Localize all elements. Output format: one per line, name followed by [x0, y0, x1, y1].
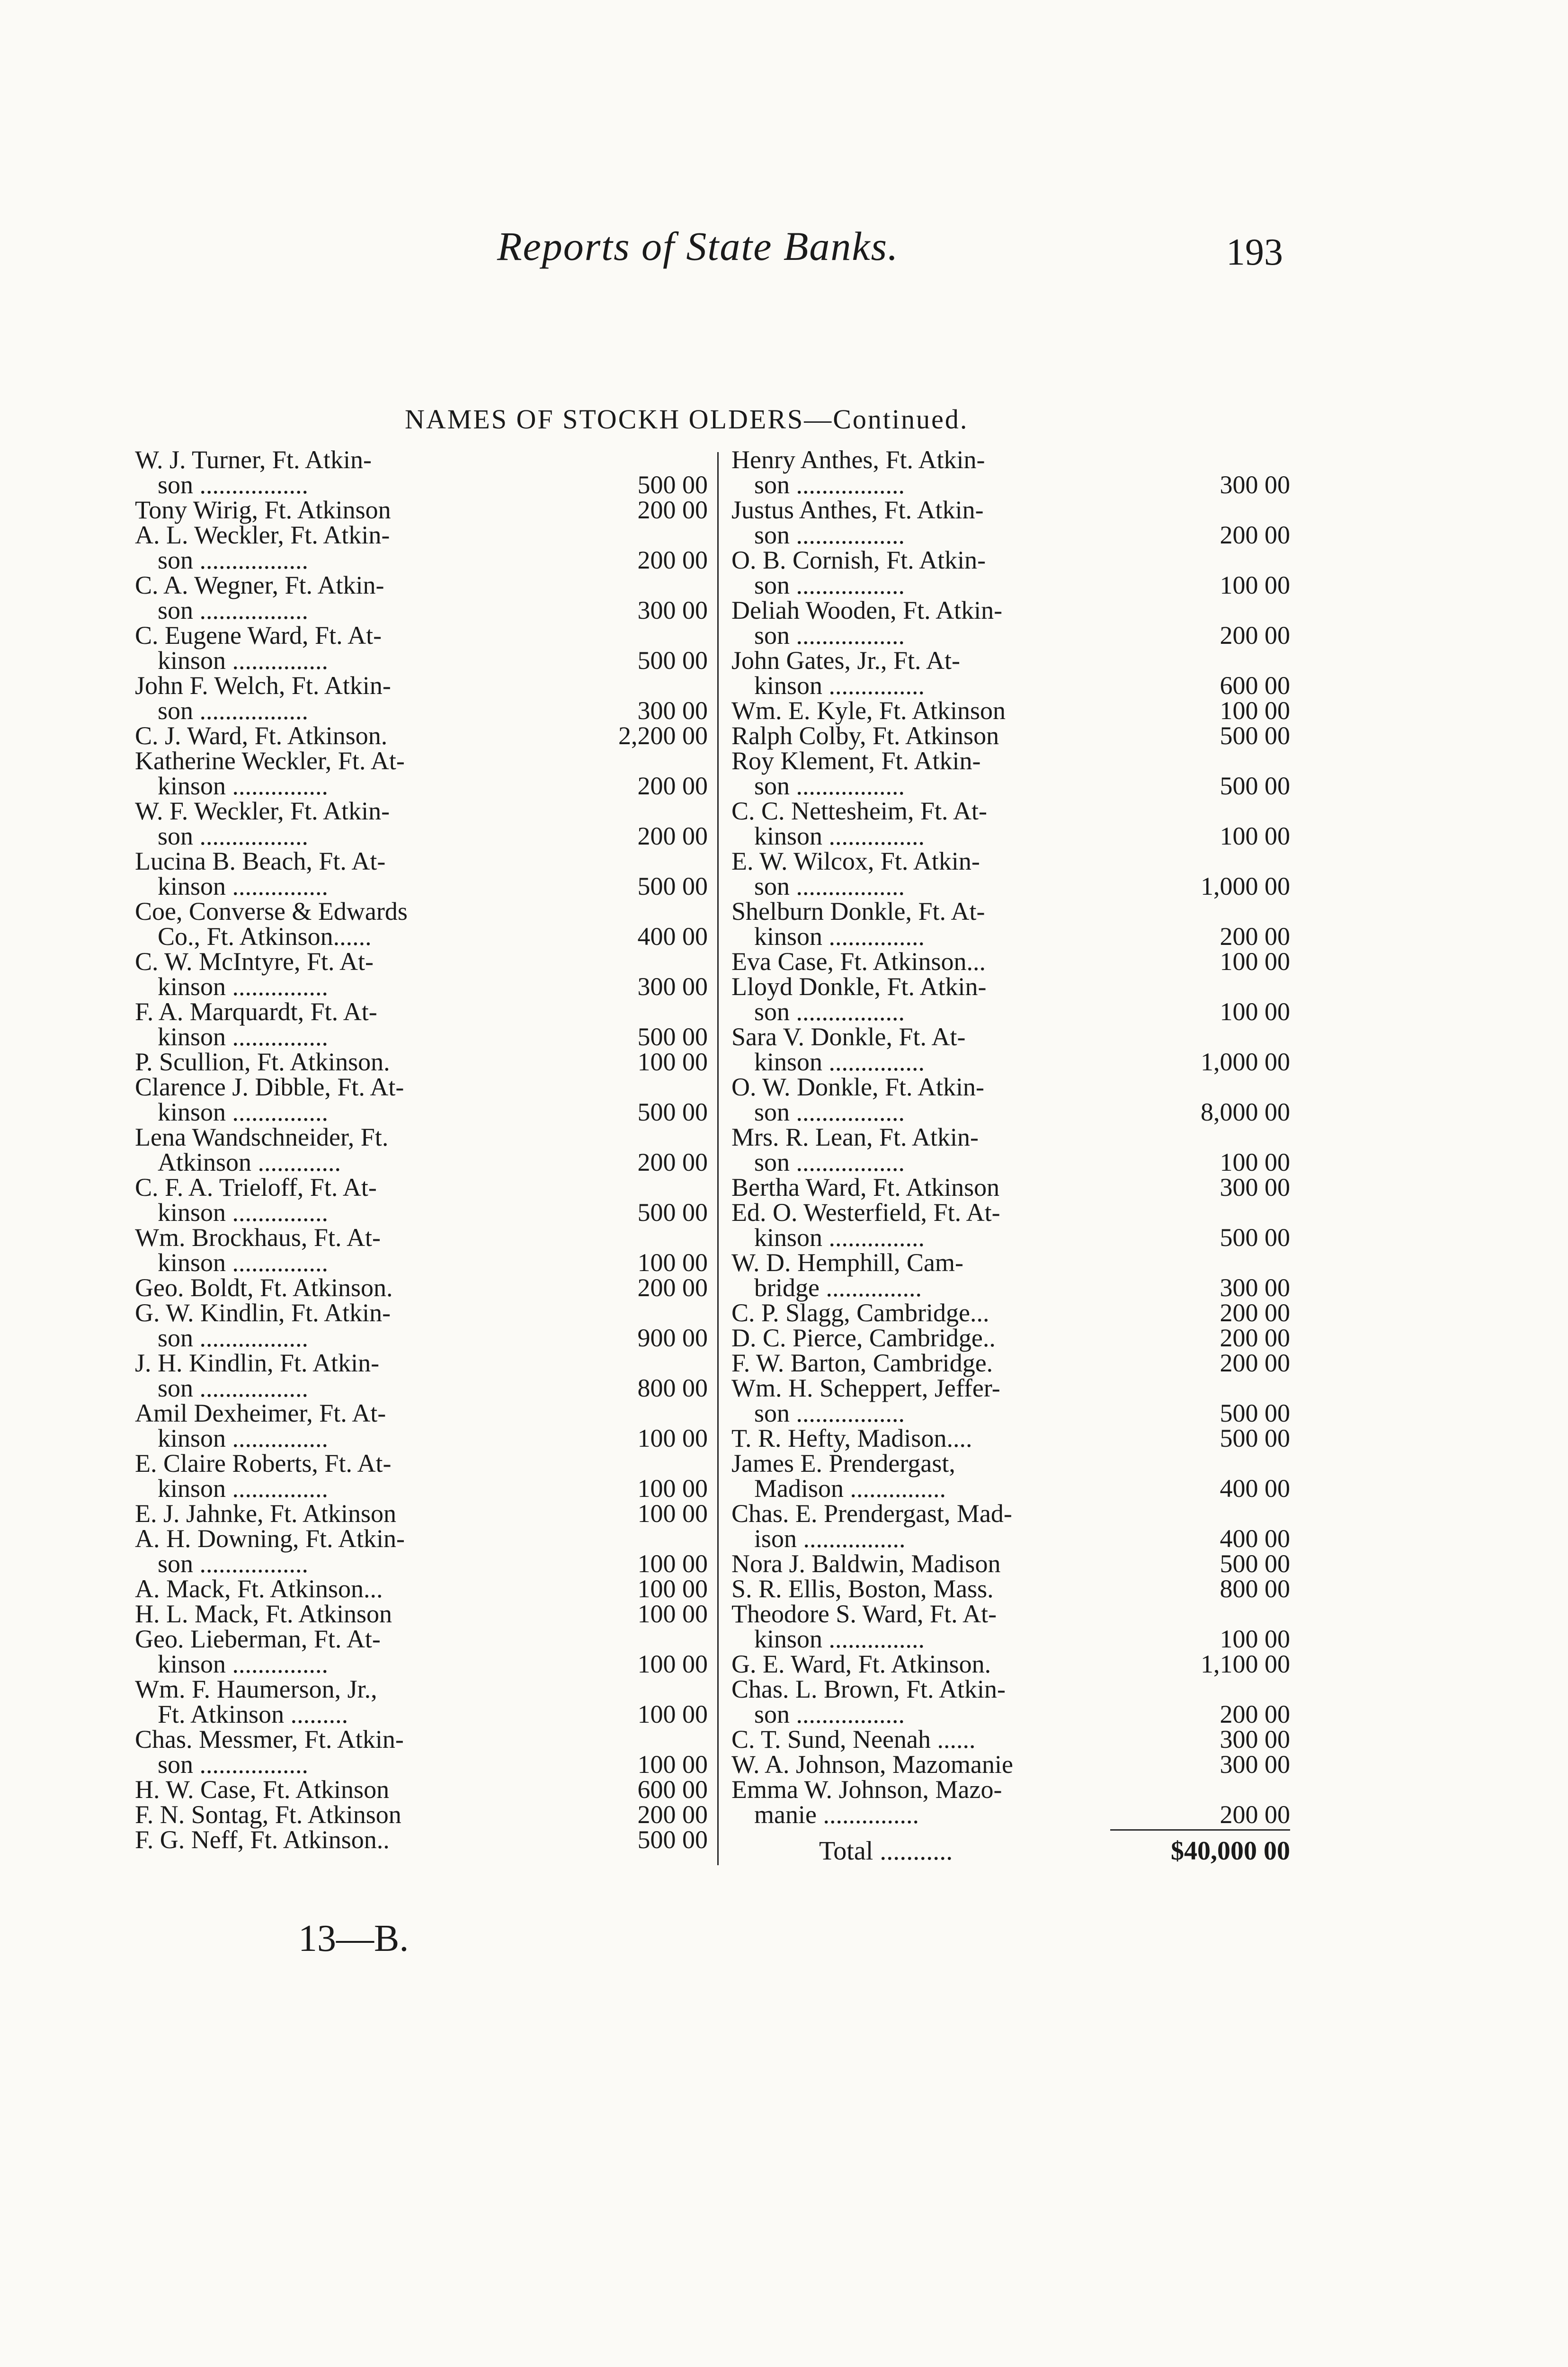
stockholder-name-continued: Ft. Atkinson .........	[158, 1700, 348, 1728]
stockholder-name: Geo. Lieberman, Ft. At-	[135, 1625, 381, 1653]
share-amount: 200 00	[1220, 1800, 1290, 1829]
stockholder-name: W. F. Weckler, Ft. Atkin-	[135, 797, 390, 825]
stockholder-entry	[135, 1225, 708, 1275]
stockholder-name: G. E. Ward, Ft. Atkinson.	[731, 1650, 991, 1678]
stockholder-name: Wm. F. Haumerson, Jr.,	[135, 1675, 377, 1703]
stockholder-name-continued: kinson ...............	[158, 972, 329, 1001]
page-number: 193	[1226, 231, 1283, 273]
stockholder-entry	[135, 1526, 708, 1576]
share-amount: 100 00	[637, 1248, 708, 1277]
stockholders-right-column	[731, 447, 1290, 1865]
stockholder-name: Shelburn Donkle, Ft. At-	[731, 897, 985, 925]
share-amount: 1,000 00	[1201, 872, 1290, 900]
share-amount: 200 00	[1220, 1349, 1290, 1377]
share-amount: 500 00	[637, 1023, 708, 1051]
stockholder-entry	[731, 1551, 1290, 1576]
stockholder-name-continued: kinson ...............	[158, 1023, 329, 1051]
share-amount: 8,000 00	[1201, 1098, 1290, 1126]
stockholder-entry	[731, 1075, 1290, 1125]
stockholder-name: O. W. Donkle, Ft. Atkin-	[731, 1073, 985, 1101]
stockholder-name: C. P. Slagg, Cambridge...	[731, 1299, 989, 1327]
stockholder-entry	[731, 1426, 1290, 1451]
stockholder-name-continued: son .................	[754, 621, 905, 650]
stockholder-name: James E. Prendergast,	[731, 1449, 955, 1477]
share-amount: 300 00	[1220, 471, 1290, 499]
share-amount: 500 00	[1220, 1399, 1290, 1427]
stockholder-name: E. Claire Roberts, Ft. At-	[135, 1449, 392, 1477]
stockholder-name: Wm. Brockhaus, Ft. At-	[135, 1223, 381, 1252]
stockholder-name-continued: Co., Ft. Atkinson......	[158, 922, 372, 951]
stockholder-name: E. W. Wilcox, Ft. Atkin-	[731, 847, 980, 875]
stockholder-entry	[135, 623, 708, 673]
stockholder-entry	[135, 1300, 708, 1351]
share-amount: 200 00	[1220, 621, 1290, 650]
stockholder-name-continued: kinson ...............	[754, 1048, 925, 1076]
stockholder-name-continued: kinson ...............	[754, 1625, 925, 1653]
share-amount: 300 00	[1220, 1750, 1290, 1779]
stockholder-name: Nora J. Baldwin, Madison	[731, 1549, 1001, 1578]
share-amount: 500 00	[1220, 721, 1290, 750]
stockholder-name: D. C. Pierce, Cambridge..	[731, 1324, 996, 1352]
stockholder-entry	[731, 498, 1290, 548]
share-amount: 200 00	[1220, 922, 1290, 951]
share-amount: 100 00	[1220, 997, 1290, 1026]
stockholder-name: H. L. Mack, Ft. Atkinson	[135, 1600, 392, 1628]
stockholder-entry	[135, 498, 708, 523]
stockholder-name: Lloyd Donkle, Ft. Atkin-	[731, 972, 987, 1001]
stockholder-name: Mrs. R. Lean, Ft. Atkin-	[731, 1123, 979, 1151]
stockholder-name: H. W. Case, Ft. Atkinson	[135, 1775, 390, 1804]
share-amount: 100 00	[637, 1474, 708, 1503]
stockholder-name-continued: son .................	[158, 1324, 309, 1352]
share-amount: 200 00	[637, 822, 708, 850]
running-title: Reports of State Banks.	[497, 223, 899, 269]
share-amount: 200 00	[637, 772, 708, 800]
share-amount: 1,100 00	[1201, 1650, 1290, 1678]
stockholder-entry	[731, 648, 1290, 698]
stockholder-name: Katherine Weckler, Ft. At-	[135, 747, 405, 775]
stockholder-entry	[731, 1024, 1290, 1075]
stockholder-name: C. C. Nettesheim, Ft. At-	[731, 797, 987, 825]
stockholder-name-continued: son .................	[754, 1148, 905, 1176]
stockholder-entry	[135, 1275, 708, 1300]
stockholder-entry	[135, 999, 708, 1050]
stockholder-entry	[135, 723, 708, 748]
share-amount: 200 00	[637, 496, 708, 524]
stockholder-entry	[135, 1576, 708, 1602]
stockholder-name-continued: son .................	[158, 546, 309, 574]
share-amount: 300 00	[1220, 1725, 1290, 1753]
stockholder-name: Coe, Converse & Edwards	[135, 897, 408, 925]
stockholder-name: John Gates, Jr., Ft. At-	[731, 646, 961, 675]
stockholder-name: Wm. E. Kyle, Ft. Atkinson	[731, 696, 1006, 725]
share-amount: 100 00	[637, 1600, 708, 1628]
stockholder-entry	[135, 748, 708, 799]
stockholder-name-continued: kinson ...............	[158, 1650, 329, 1678]
share-amount: 2,200 00	[618, 721, 708, 750]
stockholder-name: C. W. McIntyre, Ft. At-	[135, 947, 374, 976]
stockholder-entry	[731, 1200, 1290, 1250]
stockholder-name: G. W. Kindlin, Ft. Atkin-	[135, 1299, 391, 1327]
share-amount: 800 00	[1220, 1575, 1290, 1603]
stockholder-name-continued: son .................	[158, 471, 309, 499]
share-amount: 100 00	[1220, 1625, 1290, 1653]
share-amount: 300 00	[1220, 1273, 1290, 1302]
signature-mark: 13—B.	[298, 1918, 409, 1959]
share-amount: 100 00	[637, 1549, 708, 1578]
stockholder-name-continued: son .................	[158, 822, 309, 850]
stockholder-name: Clarence J. Dibble, Ft. At-	[135, 1073, 404, 1101]
stockholder-name-continued: son .................	[158, 596, 309, 624]
stockholder-entry	[731, 748, 1290, 799]
share-amount: 400 00	[1220, 1524, 1290, 1553]
stockholder-name: Chas. E. Prendergast, Mad-	[731, 1499, 1012, 1528]
stockholder-entry	[731, 1451, 1290, 1501]
stockholder-entry	[135, 799, 708, 849]
stockholder-entry	[731, 1602, 1290, 1652]
stockholder-entry	[731, 1326, 1290, 1351]
stockholder-name: W. D. Hemphill, Cam-	[731, 1248, 963, 1277]
share-amount: 500 00	[637, 872, 708, 900]
share-amount: 200 00	[637, 1800, 708, 1829]
stockholder-name: O. B. Cornish, Ft. Atkin-	[731, 546, 986, 574]
stockholder-name-continued: kinson ...............	[158, 1198, 329, 1227]
stockholder-entry	[731, 1677, 1290, 1727]
stockholder-entry	[731, 1351, 1290, 1376]
total-label: Total ...........	[819, 1836, 953, 1866]
share-amount: 200 00	[637, 546, 708, 574]
stockholder-name-continued: kinson ...............	[754, 671, 925, 700]
stockholder-name: C. A. Wegner, Ft. Atkin-	[135, 571, 384, 599]
stockholder-entry	[731, 1300, 1290, 1326]
stockholder-entry	[135, 1501, 708, 1526]
stockholder-name: Chas. Messmer, Ft. Atkin-	[135, 1725, 404, 1753]
stockholder-name: Lucina B. Beach, Ft. At-	[135, 847, 386, 875]
share-amount: 100 00	[1220, 822, 1290, 850]
stockholder-name-continued: son .................	[754, 997, 905, 1026]
share-amount: 200 00	[1220, 521, 1290, 549]
stockholder-name: Ed. O. Westerfield, Ft. At-	[731, 1198, 1000, 1227]
stockholder-entry	[135, 1627, 708, 1677]
stockholder-name: Deliah Wooden, Ft. Atkin-	[731, 596, 1003, 624]
stockholder-entry	[135, 1802, 708, 1827]
stockholder-entry	[135, 1050, 708, 1075]
stockholder-entry	[135, 1602, 708, 1627]
stockholder-name-continued: kinson ...............	[158, 1474, 329, 1503]
stockholder-name: Wm. H. Scheppert, Jeffer-	[731, 1374, 1000, 1402]
stockholder-name: Chas. L. Brown, Ft. Atkin-	[731, 1675, 1006, 1703]
stockholder-name: Henry Anthes, Ft. Atkin-	[731, 445, 985, 474]
share-amount: 500 00	[1220, 1549, 1290, 1578]
share-amount: 500 00	[637, 471, 708, 499]
share-amount: 100 00	[637, 1424, 708, 1452]
stockholders-left-column	[135, 447, 708, 1852]
share-amount: 100 00	[637, 1575, 708, 1603]
stockholder-name: Emma W. Johnson, Mazo-	[731, 1775, 1002, 1804]
stockholder-name: Lena Wandschneider, Ft.	[135, 1123, 389, 1151]
share-amount: 400 00	[637, 922, 708, 951]
share-amount: 600 00	[637, 1775, 708, 1804]
stockholder-entry	[731, 1250, 1290, 1300]
share-amount: 100 00	[1220, 947, 1290, 976]
stockholder-entry	[135, 1175, 708, 1225]
share-amount: 300 00	[637, 972, 708, 1001]
stockholder-entry	[135, 1727, 708, 1777]
stockholder-name-continued: kinson ...............	[754, 822, 925, 850]
stockholder-name: P. Scullion, Ft. Atkinson.	[135, 1048, 390, 1076]
stockholder-name-continued: son .................	[158, 1549, 309, 1578]
stockholder-entry	[731, 1727, 1290, 1752]
stockholder-name-continued: manie ...............	[754, 1800, 919, 1829]
stockholder-entry	[135, 673, 708, 723]
share-amount: 100 00	[1220, 1148, 1290, 1176]
stockholder-entry	[135, 1075, 708, 1125]
stockholder-name-continued: son .................	[158, 696, 309, 725]
stockholder-entry	[135, 1125, 708, 1175]
stockholder-entry	[731, 1576, 1290, 1602]
stockholder-entry	[135, 1401, 708, 1451]
stockholder-entry	[731, 548, 1290, 598]
stockholder-entry	[731, 698, 1290, 723]
stockholder-entry	[731, 447, 1290, 498]
share-amount: 600 00	[1220, 671, 1290, 700]
stockholder-entry	[731, 1376, 1290, 1426]
stockholder-name-continued: bridge ...............	[754, 1273, 922, 1302]
stockholder-name: F. A. Marquardt, Ft. At-	[135, 997, 377, 1026]
stockholder-name: Sara V. Donkle, Ft. At-	[731, 1023, 966, 1051]
stockholder-entry	[731, 849, 1290, 899]
stockholder-entry	[135, 1777, 708, 1802]
stockholder-name-continued: kinson ...............	[158, 872, 329, 900]
stockholder-name: A. Mack, Ft. Atkinson...	[135, 1575, 383, 1603]
stockholder-name-continued: son .................	[754, 1098, 905, 1126]
stockholder-name-continued: kinson ...............	[158, 1248, 329, 1277]
share-amount: 500 00	[1220, 772, 1290, 800]
share-amount: 500 00	[637, 1198, 708, 1227]
share-amount: 500 00	[1220, 1223, 1290, 1252]
column-divider	[717, 452, 719, 1865]
stockholder-name-continued: son .................	[754, 772, 905, 800]
stockholder-name: A. L. Weckler, Ft. Atkin-	[135, 521, 390, 549]
share-amount: 300 00	[637, 596, 708, 624]
stockholder-name-continued: son .................	[754, 1399, 905, 1427]
stockholder-name: C. Eugene Ward, Ft. At-	[135, 621, 382, 650]
stockholder-entry	[135, 447, 708, 498]
stockholder-name-continued: son .................	[754, 471, 905, 499]
share-amount: 200 00	[637, 1273, 708, 1302]
share-amount: 100 00	[1220, 571, 1290, 599]
stockholder-entry	[731, 1752, 1290, 1777]
share-amount: 100 00	[637, 1700, 708, 1728]
stockholder-name-continued: kinson ...............	[158, 1424, 329, 1452]
share-amount: 200 00	[1220, 1700, 1290, 1728]
stockholder-name: Ralph Colby, Ft. Atkinson	[731, 721, 999, 750]
share-amount: 400 00	[1220, 1474, 1290, 1503]
share-amount: 500 00	[637, 1098, 708, 1126]
stockholder-entry	[135, 573, 708, 623]
stockholder-name: A. H. Downing, Ft. Atkin-	[135, 1524, 405, 1553]
stockholder-entry	[135, 899, 708, 949]
stockholder-entry	[731, 1501, 1290, 1551]
stockholder-name-continued: son .................	[754, 521, 905, 549]
stockholder-name: F. N. Sontag, Ft. Atkinson	[135, 1800, 401, 1829]
stockholder-name: Roy Klement, Ft. Atkin-	[731, 747, 981, 775]
stockholder-name: John F. Welch, Ft. Atkin-	[135, 671, 391, 700]
stockholder-name-continued: son .................	[754, 872, 905, 900]
share-amount: 500 00	[1220, 1424, 1290, 1452]
stockholder-name: S. R. Ellis, Boston, Mass.	[731, 1575, 994, 1603]
stockholder-entry	[135, 1451, 708, 1501]
stockholder-entry	[135, 949, 708, 999]
stockholder-name-continued: Atkinson .............	[158, 1148, 341, 1176]
stockholder-name: T. R. Hefty, Madison....	[731, 1424, 972, 1452]
stockholder-name-continued: son .................	[754, 571, 905, 599]
total-row	[731, 1837, 1290, 1865]
stockholder-name: F. G. Neff, Ft. Atkinson..	[135, 1825, 390, 1854]
stockholder-entry	[135, 1677, 708, 1727]
stockholder-entry	[731, 1652, 1290, 1677]
table-heading: NAMES OF STOCKH OLDERS—Continued.	[405, 404, 969, 435]
share-amount: 100 00	[637, 1499, 708, 1528]
stockholder-entry	[135, 1351, 708, 1401]
stockholder-entry	[731, 899, 1290, 949]
stockholder-name: Amil Dexheimer, Ft. At-	[135, 1399, 386, 1427]
stockholder-entry	[731, 974, 1290, 1024]
stockholder-name-continued: Madison ...............	[754, 1474, 946, 1503]
stockholder-name-continued: kinson ...............	[754, 922, 925, 951]
stockholder-name-continued: kinson ...............	[158, 772, 329, 800]
stockholder-name-continued: son .................	[158, 1374, 309, 1402]
stockholder-entry	[731, 1777, 1290, 1827]
share-amount: 200 00	[637, 1148, 708, 1176]
stockholder-name: Bertha Ward, Ft. Atkinson	[731, 1173, 1000, 1201]
stockholder-name-continued: kinson ...............	[158, 646, 329, 675]
stockholder-name: C. T. Sund, Neenah ......	[731, 1725, 976, 1753]
stockholder-entry	[135, 1827, 708, 1852]
stockholder-name-continued: son .................	[754, 1700, 905, 1728]
stockholder-name: J. H. Kindlin, Ft. Atkin-	[135, 1349, 380, 1377]
share-amount: 300 00	[637, 696, 708, 725]
stockholder-entry	[135, 849, 708, 899]
stockholder-entry	[731, 723, 1290, 748]
stockholder-entry	[731, 799, 1290, 849]
stockholder-name: C. F. A. Trieloff, Ft. At-	[135, 1173, 377, 1201]
share-amount: 100 00	[637, 1650, 708, 1678]
total-value: $40,000 00	[1171, 1836, 1290, 1866]
share-amount: 200 00	[1220, 1299, 1290, 1327]
share-amount: 100 00	[637, 1750, 708, 1779]
share-amount: 900 00	[637, 1324, 708, 1352]
share-amount: 500 00	[637, 1825, 708, 1854]
share-amount: 300 00	[1220, 1173, 1290, 1201]
stockholder-name: Geo. Boldt, Ft. Atkinson.	[135, 1273, 393, 1302]
share-amount: 100 00	[637, 1048, 708, 1076]
stockholder-name: Eva Case, Ft. Atkinson...	[731, 947, 986, 976]
share-amount: 100 00	[1220, 696, 1290, 725]
stockholder-name: C. J. Ward, Ft. Atkinson.	[135, 721, 388, 750]
stockholder-name-continued: kinson ...............	[158, 1098, 329, 1126]
stockholder-entry	[731, 598, 1290, 648]
stockholder-name-continued: kinson ...............	[754, 1223, 925, 1252]
stockholder-name: Justus Anthes, Ft. Atkin-	[731, 496, 984, 524]
stockholder-name: E. J. Jahnke, Ft. Atkinson	[135, 1499, 397, 1528]
stockholder-name: W. J. Turner, Ft. Atkin-	[135, 445, 372, 474]
stockholder-name-continued: ison ................	[754, 1524, 906, 1553]
total-rule	[1110, 1829, 1290, 1831]
stockholder-name: F. W. Barton, Cambridge.	[731, 1349, 993, 1377]
stockholder-name: Tony Wirig, Ft. Atkinson	[135, 496, 391, 524]
stockholder-entry	[731, 1125, 1290, 1175]
stockholder-entry	[135, 523, 708, 573]
stockholder-entry	[731, 949, 1290, 974]
share-amount: 200 00	[1220, 1324, 1290, 1352]
stockholder-name: W. A. Johnson, Mazomanie	[731, 1750, 1013, 1779]
stockholder-name-continued: son .................	[158, 1750, 309, 1779]
stockholder-name: Theodore S. Ward, Ft. At-	[731, 1600, 997, 1628]
share-amount: 500 00	[637, 646, 708, 675]
share-amount: 800 00	[637, 1374, 708, 1402]
stockholder-entry	[731, 1175, 1290, 1200]
share-amount: 1,000 00	[1201, 1048, 1290, 1076]
